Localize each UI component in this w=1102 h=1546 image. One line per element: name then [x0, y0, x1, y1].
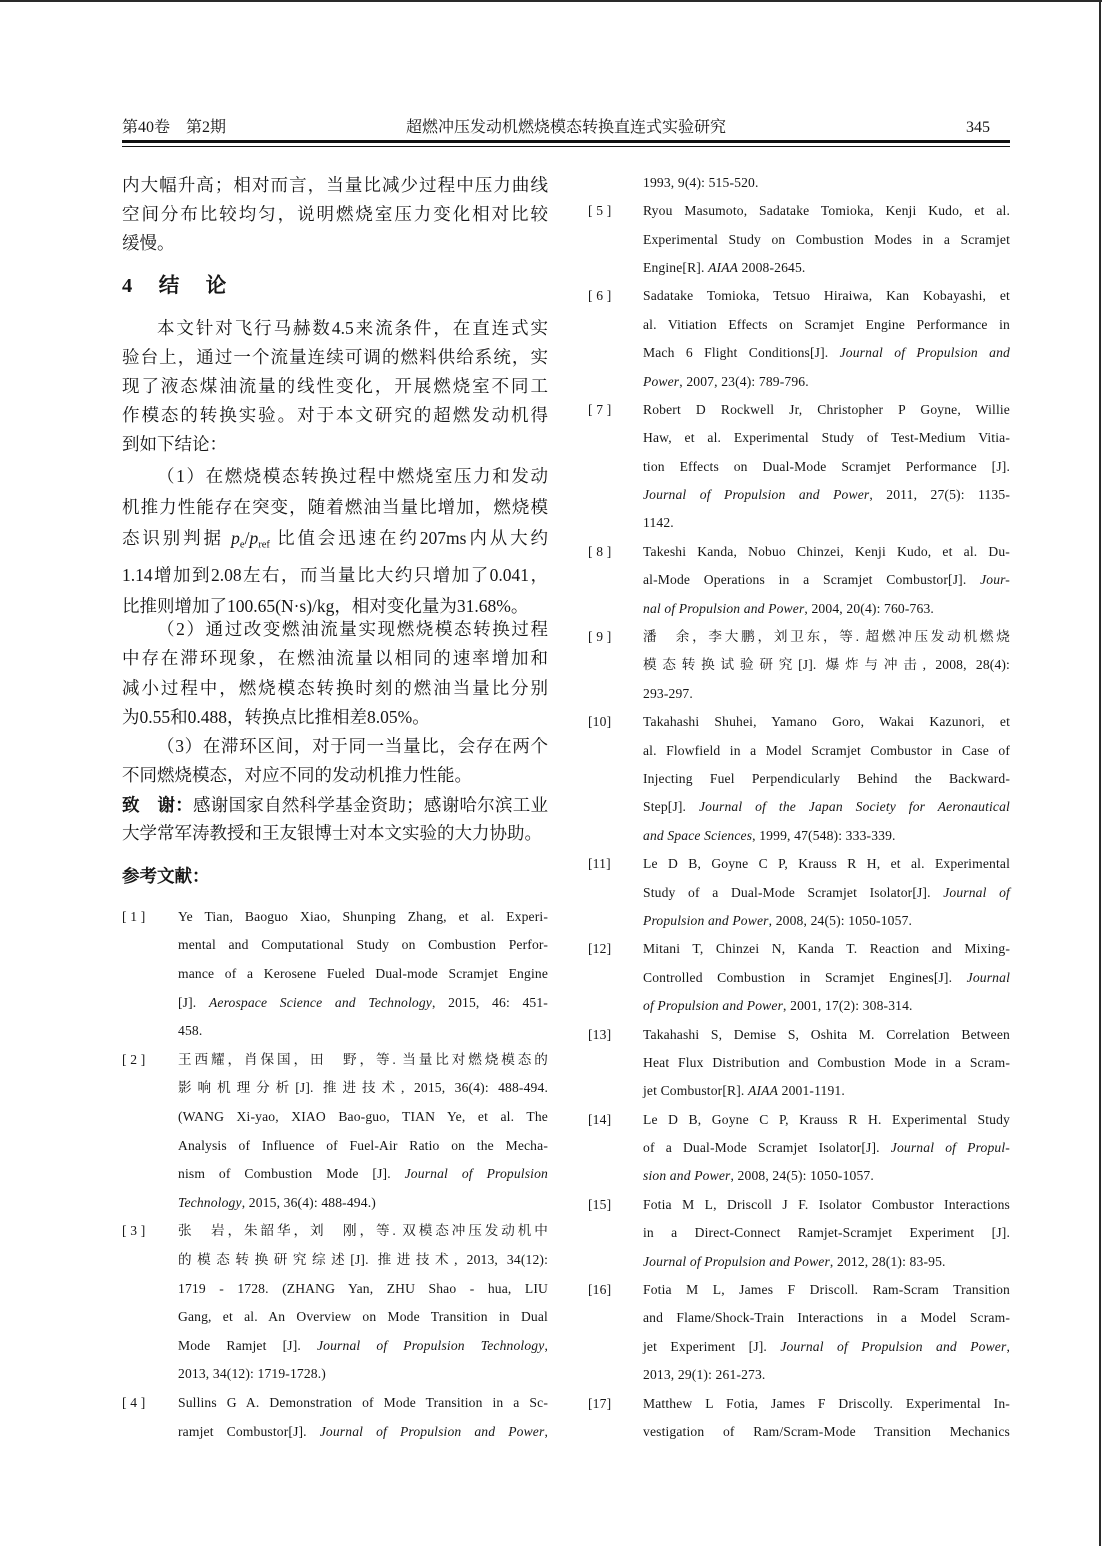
text-line: 1719 - 1728. (ZHANG Yan, ZHU Shao - hua, LIU	[178, 1280, 548, 1296]
bold-label: 致 谢：	[122, 794, 194, 815]
text-line: Technology, 2015, 36(4): 488-494.)	[178, 1194, 376, 1210]
text-line: Gang, et al. An Overview on Mode Transition in Dual	[178, 1309, 548, 1325]
conclusion-item-1	[122, 461, 548, 623]
reference-number: [13]	[588, 1026, 612, 1042]
text-line: vestigation of Ram/Scram-Mode Transition Mechanics	[643, 1423, 1010, 1439]
text-line: Journal of Propulsion and Power, 2012, 28(1): 83-95.	[643, 1253, 946, 1269]
text-line: Engine[R]. AIAA 2008-2645.	[643, 259, 806, 275]
text-line: 2013, 29(1): 261-273.	[643, 1367, 766, 1383]
reference-item	[588, 1390, 1010, 1447]
italic-text: Journal of	[943, 884, 1010, 900]
reference-number: [10]	[588, 714, 612, 730]
text-line: (WANG Xi-yao, XIAO Bao-guo, TIAN Ye, et al. The	[178, 1108, 548, 1124]
italic-text: Propulsion and Power	[643, 912, 769, 928]
reference-number: [ 5 ]	[588, 203, 612, 219]
reference-text	[643, 197, 1010, 282]
text-line: Le D B, Goyne C P, Krauss R H. Experimental Study	[643, 1111, 1010, 1127]
reference-number: [ 3 ]	[122, 1223, 146, 1239]
text-line: 的模态转换研究综述[J]. 推进技术, 2013, 34(12):	[178, 1252, 548, 1267]
text-line: Mitani T, Chinzei N, Kanda T. Reaction and Mixing-	[643, 941, 1010, 957]
text-line: 潘 余，李大鹏，刘卫东，等. 超燃冲压发动机燃烧	[643, 629, 1010, 645]
reference-text	[643, 623, 1010, 708]
text-line: Sullins G A. Demonstration of Mode Transition in a Sc-	[178, 1395, 548, 1411]
reference-text	[643, 1191, 1010, 1276]
reference-items	[588, 197, 1010, 1446]
text-line: of a Dual-Mode Scramjet Isolator[J]. Journal of Propul-	[643, 1140, 1010, 1156]
text-line: Takahashi S, Demise S, Oshita M. Correlation Between	[643, 1026, 1010, 1042]
reference-number: [17]	[588, 1395, 612, 1411]
reference-item	[588, 197, 1010, 282]
text-line: Takahashi Shuhei, Yamano Goro, Wakai Kazunori, et	[643, 714, 1010, 730]
reference-number: [14]	[588, 1111, 612, 1127]
reference-list	[588, 169, 1010, 1447]
text-line: 1.14增加到2.08左右，而当量比大约只增加了0.041，	[122, 565, 548, 586]
reference-text	[643, 282, 1010, 396]
text-line: mance of a Kerosene Fueled Dual-mode Scramjet Engine	[178, 965, 548, 981]
text-line: jet Experiment [J]. Journal of Propulsion and Power,	[643, 1338, 1010, 1354]
italic-text: Journal of Propulsion and Power	[780, 1338, 1007, 1354]
text-line: 张 岩，朱韶华，刘 刚，等. 双模态冲压发动机中	[178, 1223, 548, 1239]
text-line: 态识别判据 $p_e/p_{ref}$ 比值会迅速在约207ms内从大约	[122, 527, 549, 551]
italic-text: Journal of Propulsion	[404, 1166, 548, 1182]
text-line: Experimental Study on Combustion Modes in a Scramjet	[643, 231, 1010, 247]
reference-text	[643, 1276, 1010, 1390]
italic-text: nal of Propulsion and Power	[643, 600, 805, 616]
text-line: Controlled Combustion in Scramjet Engines[J]. Journal	[643, 969, 1010, 985]
scan-right-edge	[1099, 0, 1101, 1546]
text-line: Mode Ramjet [J]. Journal of Propulsion Technology,	[178, 1337, 549, 1353]
reference-number: [ 2 ]	[122, 1051, 146, 1067]
text-line: Fotia M L, Driscoll J F. Isolator Combustor Interactions	[643, 1196, 1010, 1212]
text-line: Fotia M L, James F Driscoll. Ram-Scram Transition	[643, 1282, 1010, 1298]
italic-text: Technology	[178, 1194, 242, 1210]
text-line: （3）在滞环区间，对于同一当量比，会存在两个	[157, 735, 548, 756]
reference-item	[588, 1276, 1010, 1390]
italic-text: Journal of Propulsion and Power	[643, 1253, 830, 1269]
text-line: and Space Sciences, 1999, 47(548): 333-339.	[643, 827, 896, 843]
reference-number: [16]	[588, 1282, 612, 1298]
italic-text: Journal of the Japan Society for Aeronautical	[698, 799, 1010, 815]
text-line: Journal of Propulsion and Power, 2011, 27(5): 1135-	[643, 487, 1010, 503]
reference-number: [ 9 ]	[588, 629, 612, 645]
reference-item	[588, 1191, 1010, 1276]
text-line: 1142.	[643, 515, 674, 531]
text-line: [J]. Aerospace Science and Technology, 2015, 46: 451-	[178, 994, 548, 1010]
conclusion-intro-paragraph	[122, 314, 548, 459]
reference-list	[122, 903, 548, 1447]
text-line: and Flame/Shock-Train Interactions in a Model Scram-	[643, 1310, 1010, 1326]
volume-issue: 第40卷 第2期	[122, 119, 227, 136]
reference-number: [ 6 ]	[588, 288, 612, 304]
text-line: mental and Computational Study on Combustion Perfor-	[178, 937, 548, 953]
text-line: 致 谢：感谢国家自然科学基金资助；感谢哈尔滨工业	[122, 794, 549, 815]
text-line: 大学常军涛教授和王友银博士对本文实验的大力协助。	[122, 823, 542, 843]
conclusion-item-3	[122, 732, 548, 790]
references-heading: 参考文献：	[122, 866, 210, 886]
text-line: 1993, 9(4): 515-520.	[643, 174, 759, 190]
text-line: Sadatake Tomioka, Tetsuo Hiraiwa, Kan Kobayashi, et	[643, 288, 1010, 304]
text-line: sion and Power, 2008, 24(5): 1050-1057.	[643, 1168, 874, 1184]
reference-text	[178, 1046, 548, 1218]
reference-text	[178, 1389, 548, 1446]
text-line: （1）在燃烧模态转换过程中燃烧室压力和发动	[157, 465, 548, 486]
reference-item	[588, 623, 1010, 708]
reference-item	[588, 538, 1010, 623]
italic-text: Journal of Propulsion and Power	[643, 487, 870, 503]
italic-text: Jour-	[980, 572, 1010, 588]
reference-item	[588, 282, 1010, 396]
conclusion-item-2	[122, 615, 548, 733]
reference-item	[122, 903, 548, 1046]
reference-item	[588, 708, 1010, 850]
text-line: 到如下结论：	[122, 433, 227, 454]
text-line: 本文针对飞行马赫数4.5来流条件，在直连式实	[157, 317, 548, 338]
reference-item	[588, 1106, 1010, 1191]
formula-subscript: e	[239, 539, 245, 551]
text-line: Study of a Dual-Mode Scramjet Isolator[J]. Journal of	[643, 884, 1010, 900]
text-line: 缓慢。	[122, 232, 175, 253]
reference-text	[643, 935, 1010, 1020]
text-line: 比推则增加了100.65(N·s)/kg，相对变化量为31.68%。	[122, 596, 529, 617]
reference-number: [ 8 ]	[588, 543, 612, 559]
text-line: of Propulsion and Power, 2001, 17(2): 308-314.	[643, 998, 913, 1014]
text-line: 作模态的转换实验。对于本文研究的超燃发动机得	[122, 404, 548, 425]
italic-text: Power	[643, 373, 680, 389]
text-line: Injecting Fuel Perpendicularly Behind the Backward-	[643, 771, 1010, 786]
italic-text: Journal	[966, 969, 1010, 985]
text-line: Ryou Masumoto, Sadatake Tomioka, Kenji Kudo, et al.	[643, 203, 1010, 219]
italic-text: and Space Sciences	[643, 827, 753, 843]
reference-number: [ 4 ]	[122, 1395, 146, 1411]
italic-text: sion and Power	[643, 1168, 731, 1184]
reference-text	[643, 1021, 1010, 1106]
text-line: Takeshi Kanda, Nobuo Chinzei, Kenji Kudo, et al. Du-	[643, 543, 1010, 559]
text-line: 内大幅升高；相对而言，当量比减少过程中压力曲线	[122, 174, 548, 195]
reference-text	[643, 538, 1010, 623]
text-line: 减小过程中，燃烧模态转换时刻的燃油当量比分别	[122, 677, 548, 698]
text-line: ramjet Combustor[J]. Journal of Propulsion and Power,	[178, 1423, 548, 1439]
text-line: 458.	[178, 1023, 203, 1039]
left-column	[122, 0, 548, 1546]
text-line: Power, 2007, 23(4): 789-796.	[643, 373, 809, 389]
text-line: 王西耀，肖保国，田 野，等. 当量比对燃烧模态的	[178, 1051, 548, 1067]
reference-number: [ 7 ]	[588, 401, 612, 417]
reference-item	[122, 1217, 548, 1389]
acknowledgement	[122, 791, 548, 848]
text-line: 影响机理分析[J]. 推进技术, 2015, 36(4): 488-494.	[178, 1080, 548, 1096]
reference-text	[178, 1217, 548, 1389]
reference-item	[122, 1046, 548, 1218]
reference-text	[643, 1106, 1010, 1191]
text-line: 验台上，通过一个流量连续可调的燃料供给系统，实	[122, 346, 548, 367]
italic-text: Journal of Propul-	[890, 1140, 1010, 1156]
text-line: jet Combustor[R]. AIAA 2001-1191.	[643, 1083, 845, 1099]
text-line: Ye Tian, Baoguo Xiao, Shunping Zhang, et al. Experi-	[178, 908, 548, 924]
text-line: Propulsion and Power, 2008, 24(5): 1050-1057.	[643, 912, 913, 928]
italic-text: Journal of Propulsion Technology	[316, 1337, 545, 1353]
text-line: Le D B, Goyne C P, Krauss R H, et al. Experimental	[643, 856, 1010, 872]
reference-number: [11]	[588, 856, 611, 872]
text-line: 中存在滞环现象，在燃油流量以相同的速率增加和	[122, 648, 548, 669]
italic-text: AIAA	[748, 1083, 779, 1099]
reference-number: [15]	[588, 1196, 612, 1212]
italic-text: of Propulsion and Power	[643, 998, 784, 1014]
section-heading: 4 结 论	[122, 275, 230, 297]
reference-item	[122, 1389, 548, 1446]
italic-text: Journal of Propulsion and	[839, 345, 1010, 361]
text-line: tion Effects on Dual-Mode Scramjet Performance [J].	[643, 458, 1010, 474]
text-line: Analysis of Influence of Fuel-Air Ratio on the Mecha-	[178, 1137, 548, 1153]
text-line: al. Vitiation Effects on Scramjet Engine Performance in	[643, 316, 1010, 332]
text-line: 为0.55和0.488，转换点比推相差8.05%。	[122, 707, 430, 728]
reference-text	[643, 850, 1010, 935]
text-line: 现了液态煤油流量的线性变化，开展燃烧室不同工	[122, 375, 548, 396]
continued-paragraph	[122, 171, 548, 258]
text-line: Robert D Rockwell Jr, Christopher P Goyne, Willie	[643, 401, 1010, 417]
text-line: 空间分布比较均匀，说明燃烧室压力变化相对比较	[122, 203, 548, 224]
reference-number: [12]	[588, 941, 612, 957]
text-line: al-Mode Operations in a Scramjet Combustor[J]. Jour-	[643, 572, 1010, 588]
text-line: Haw, et al. Experimental Study of Test-Medium Vitia-	[643, 430, 1010, 446]
text-line: Mach 6 Flight Conditions[J]. Journal of Propulsion and	[643, 345, 1010, 361]
page-number: 345	[966, 119, 990, 136]
text-line: in a Direct-Connect Ramjet-Scramjet Experiment [J].	[643, 1225, 1010, 1241]
text-line: nal of Propulsion and Power, 2004, 20(4): 760-763.	[643, 600, 934, 616]
reference-number: [ 1 ]	[122, 908, 146, 924]
text-line: 不同燃烧模态，对应不同的发动机推力性能。	[122, 764, 472, 785]
italic-text: p	[231, 527, 240, 548]
right-column	[588, 0, 1010, 1546]
text-line: 293-297.	[643, 685, 693, 701]
reference-item	[588, 850, 1010, 935]
text-line: al. Flowfield in a Model Scramjet Combustor in Case of	[643, 742, 1010, 758]
text-line: Step[J]. Journal of the Japan Society for Aeronautical	[643, 799, 1010, 815]
reference-item	[588, 1021, 1010, 1106]
reference-text	[643, 396, 1010, 538]
reference-continuation	[588, 169, 1010, 197]
text-line: nism of Combustion Mode [J]. Journal of Propulsion	[178, 1166, 548, 1182]
text-line: （2）通过改变燃油流量实现燃烧模态转换过程	[157, 619, 548, 639]
text-line: Heat Flux Distribution and Combustion Mode in a Scram-	[643, 1054, 1010, 1070]
reference-text	[643, 1390, 1010, 1447]
reference-item	[588, 935, 1010, 1020]
text-line: 机推力性能存在突变，随着燃油当量比增加，燃烧模	[122, 496, 548, 517]
text-line: Matthew L Fotia, James F Driscolly. Experimental In-	[643, 1395, 1010, 1411]
running-title: 超燃冲压发动机燃烧模态转换直连式实验研究	[405, 119, 726, 136]
reference-text	[178, 903, 548, 1046]
italic-text: p	[249, 527, 259, 548]
italic-text: AIAA	[708, 259, 739, 275]
formula-subscript: ref	[258, 539, 270, 551]
text-line: 模态转换试验研究[J]. 爆炸与冲击, 2008, 28(4):	[643, 657, 1010, 673]
reference-text	[643, 708, 1010, 850]
text-line: 2013, 34(12): 1719-1728.)	[178, 1366, 326, 1382]
italic-text: Aerospace Science and Technology	[208, 994, 432, 1010]
reference-item	[588, 396, 1010, 538]
italic-text: Journal of Propulsion and Power	[319, 1423, 545, 1439]
